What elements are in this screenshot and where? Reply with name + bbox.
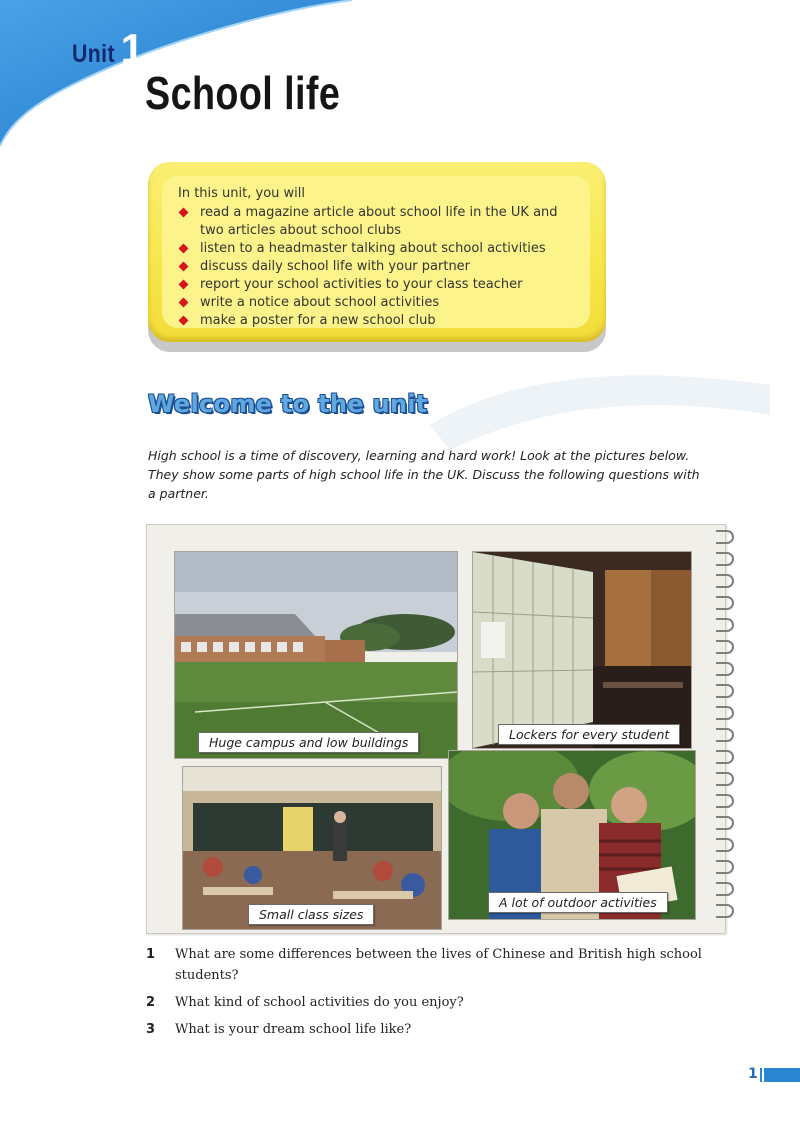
photo-caption-campus: Huge campus and low buildings — [198, 732, 419, 753]
diamond-bullet-icon — [179, 208, 189, 218]
objective-item: make a poster for a new school club — [178, 312, 588, 330]
question-item: 1 What are some differences between the lives of Chinese and British high school students? — [146, 944, 746, 986]
question-number: 1 — [146, 947, 156, 962]
diamond-bullet-icon — [179, 316, 189, 326]
discussion-questions — [146, 944, 746, 1046]
page-number: 1 — [748, 1066, 758, 1082]
question-number: 2 — [146, 995, 156, 1010]
question-item: 3 What is your dream school life like? — [146, 1019, 746, 1040]
question-item: 2 What kind of school activities do you enjoy? — [146, 992, 746, 1013]
photo-caption-lockers: Lockers for every student — [498, 724, 680, 745]
diamond-bullet-icon — [179, 244, 189, 254]
objective-item: write a notice about school activities — [178, 294, 588, 312]
diamond-bullet-icon — [179, 280, 189, 290]
photo-caption-outdoor: A lot of outdoor activities — [488, 892, 668, 913]
section-intro: High school is a time of discovery, learning and hard work! Look at the pictures below. They show some parts of high school life in the UK. Discuss the following questions with a partner. — [148, 448, 700, 501]
objectives-list — [178, 204, 588, 330]
page-tab — [764, 1068, 800, 1082]
photo-caption-classroom: Small class sizes — [248, 904, 374, 925]
objective-item: report your school activities to your class teacher — [178, 276, 588, 294]
lockers-photo — [472, 551, 692, 749]
page-tab-divider — [760, 1068, 762, 1082]
unit-number: 1 — [120, 25, 144, 72]
objective-item: read a magazine article about school life in the UK and two articles about school clubs — [178, 204, 588, 240]
diamond-bullet-icon — [179, 262, 189, 272]
question-number: 3 — [146, 1022, 156, 1037]
unit-word: Unit — [72, 40, 116, 68]
page-title: School life — [145, 67, 341, 119]
section-heading: Welcome to the unit — [148, 390, 428, 418]
diamond-bullet-icon — [179, 298, 189, 308]
campus-photo — [174, 551, 458, 759]
objectives-intro: In this unit, you will — [178, 186, 305, 201]
notebook-spiral — [716, 530, 742, 926]
unit-label — [72, 25, 144, 72]
objective-item: discuss daily school life with your partner — [178, 258, 588, 276]
objective-item: listen to a headmaster talking about school activities — [178, 240, 588, 258]
